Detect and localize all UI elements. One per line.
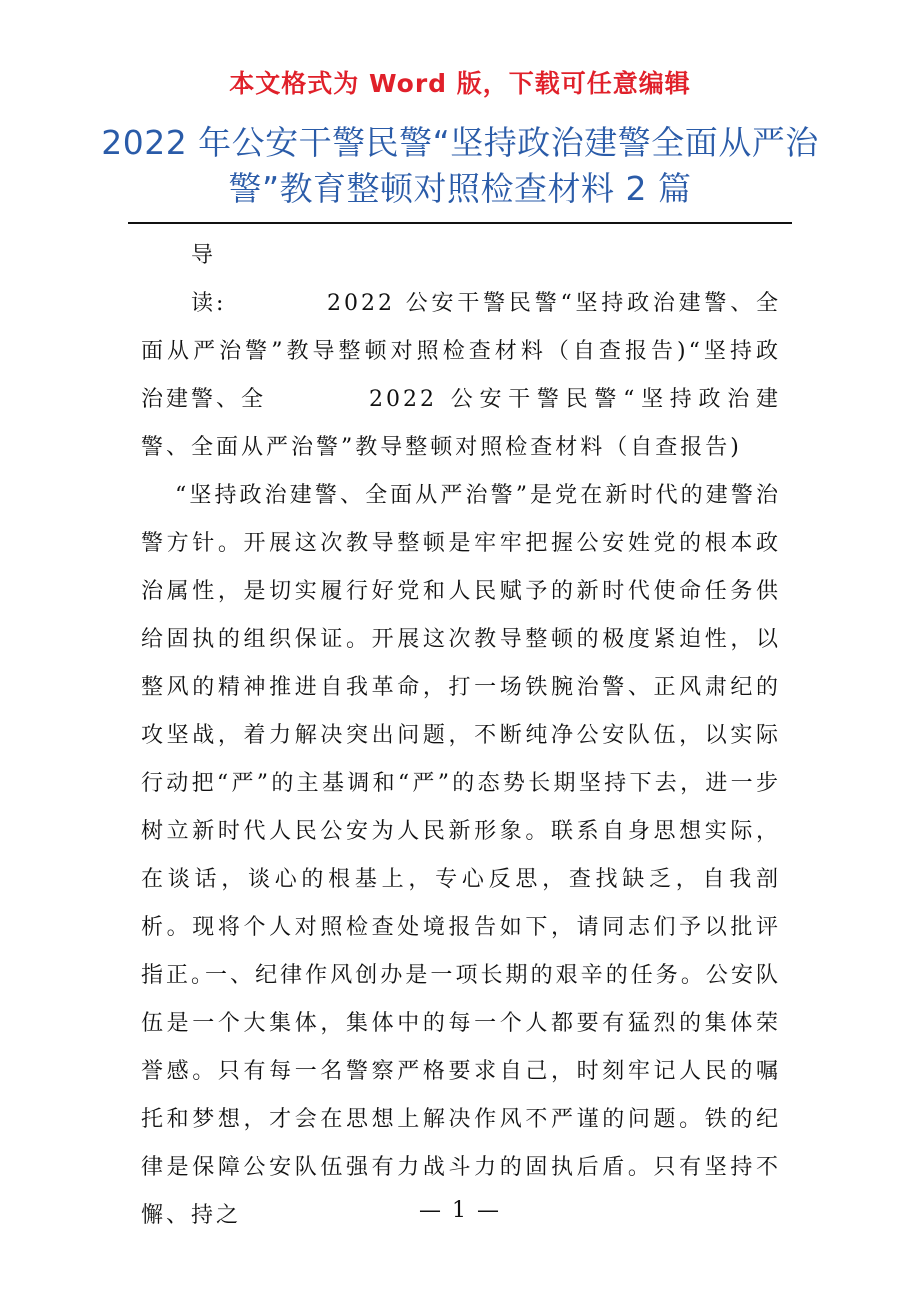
format-notice-banner: 本文格式为 Word 版，下载可任意编辑 (229, 69, 691, 98)
subtitle-text: 2022 公安干警民警“坚持政治建警、全面从严治警”教导整顿对照检查材料（自查报告) (141, 387, 781, 460)
lead-label: 导读: (191, 243, 227, 316)
title-divider (128, 222, 792, 224)
body-paragraph-1: “坚持政治建警、全面从严治警”是党在新时代的建警治警方针。开展这次教导整顿是牢牢把握公安姓党的根本政治属性，是切实履行好党和人民赋予的新时代使命任务供给固执的组织保证。开展这次教导整顿的极度紧迫性，以整风的精神推进自我革命，打一场铁腕治警、正风肃纪的攻坚战，着力解决突出问题，不断纯净公安队伍，以实际行动把“严”的主基调和“严”的态势长期坚持下去，进一步树立新时代人民公安为人民新形象。联系自身思想实际，在谈话，谈心的根基上，专心反思，查找缺乏，自我剖析。现将个人对照检查处境报告如下，请同志们予以批评指正。 (141, 483, 781, 988)
lead-text: 2022 公安干警民警“坚持政治建警、全面从严治警”教导整顿对照检查材料（自查报告)“坚持政治建警、全 (141, 291, 781, 412)
document-title: 2022 年公安干警民警“坚持政治建警全面从严治警”教育整顿对照检查材料 2 篇 (101, 123, 819, 208)
page-number: — 1 — (419, 1198, 501, 1223)
body-paragraph-2: 一、纪律作风创办是一项长期的艰辛的任务。公安队伍是一个大集体，集体中的每一个人都要有猛烈的集体荣誉感。只有每一名警察严格要求自己，时刻牢记人民的嘱托和梦想，才会在思想上解决作风不严谨的问题。铁的纪律是保障公安队伍强有力战斗力的固执后盾。只有坚持不懈、持之 (141, 963, 781, 1228)
subtitle-paragraph (141, 376, 781, 472)
